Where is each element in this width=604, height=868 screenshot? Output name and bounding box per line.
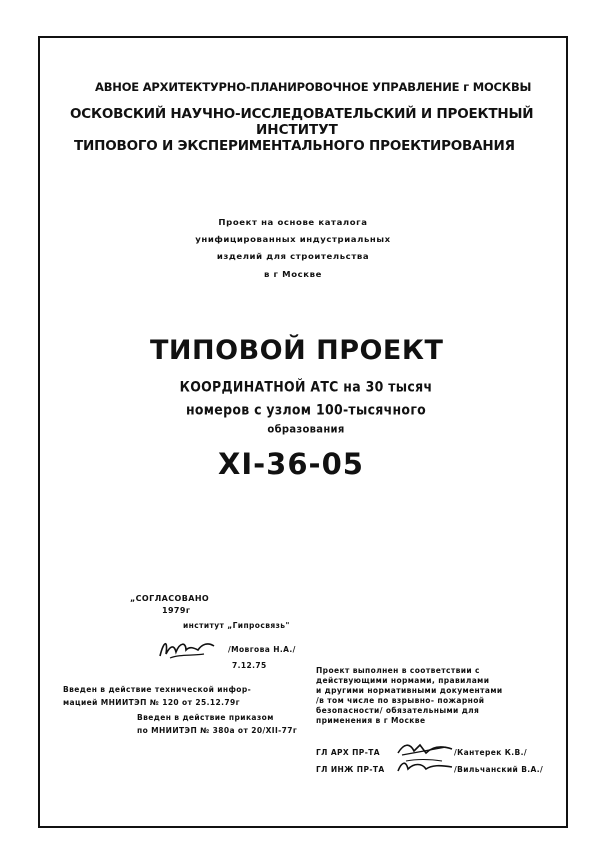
introduction-line-4: по МНИИТЭП № 380а от 20/XII-77г [137, 726, 298, 735]
chief-architect-name: /Кантерек К.В./ [454, 748, 527, 757]
project-code: XI-36-05 [218, 447, 364, 481]
compliance-line-6: применения в г Москве [316, 716, 426, 725]
basis-line-2: унифицированных индустриальных [195, 235, 391, 245]
introduction-line-2: мацией МНИИТЭП № 120 от 25.12.79г [63, 698, 240, 707]
project-subtitle-line-2: номеров с узлом 100-тысячного [185, 401, 427, 418]
compliance-line-5: безопасности/ обязательными для [316, 706, 480, 715]
agreeing-institute: институт „Гипросвязь" [183, 621, 290, 630]
project-title: ТИПОВОЙ ПРОЕКТ [150, 335, 444, 366]
institute-line-3: ТИПОВОГО И ЭКСПЕРИМЕНТАЛЬНОГО ПРОЕКТИРОВАНИЯ [74, 138, 515, 154]
signature-chief-engineer [396, 757, 454, 775]
institute-line-2: ИНСТИТУТ [256, 122, 338, 138]
chief-engineer-label: ГЛ ИНЖ ПР-ТА [316, 765, 385, 774]
approval-date: 7.12.75 [232, 661, 267, 670]
approval-signatory: /Мовгова Н.А./ [228, 645, 296, 654]
project-subtitle-line-1: КООРДИНАТНОЙ АТС на 30 тысяч [179, 378, 433, 395]
signature-approval [156, 636, 218, 664]
agreed-year: 1979г [162, 606, 191, 615]
basis-line-4: в г Москве [264, 270, 322, 280]
organization-line: АВНОЕ АРХИТЕКТУРНО-ПЛАНИРОВОЧНОЕ УПРАВЛЕНИЕ г МОСКВЫ [95, 80, 532, 94]
compliance-line-3: и другими нормативными документами [316, 686, 503, 695]
basis-line-1: Проект на основе каталога [218, 218, 368, 228]
chief-engineer-name: /Вильчанский В.А./ [454, 765, 544, 774]
basis-line-3: изделий для строительства [216, 252, 370, 262]
institute-line-1: ОСКОВСКИЙ НАУЧНО-ИССЛЕДОВАТЕЛЬСКИЙ И ПРОЕКТНЫЙ [70, 106, 534, 122]
project-subtitle-line-3: образования [267, 423, 345, 436]
introduction-line-3: Введен в действие приказом [137, 713, 274, 722]
introduction-line-1: Введен в действие технической инфор- [63, 685, 252, 694]
compliance-line-2: действующими нормами, правилами [316, 676, 490, 685]
compliance-line-1: Проект выполнен в соответствии с [316, 666, 480, 675]
agreed-label: „СОГЛАСОВАНО [130, 594, 210, 603]
chief-architect-label: ГЛ АРХ ПР-ТА [316, 748, 380, 757]
compliance-line-4: /в том числе по взрывно- пожарной [316, 696, 485, 705]
